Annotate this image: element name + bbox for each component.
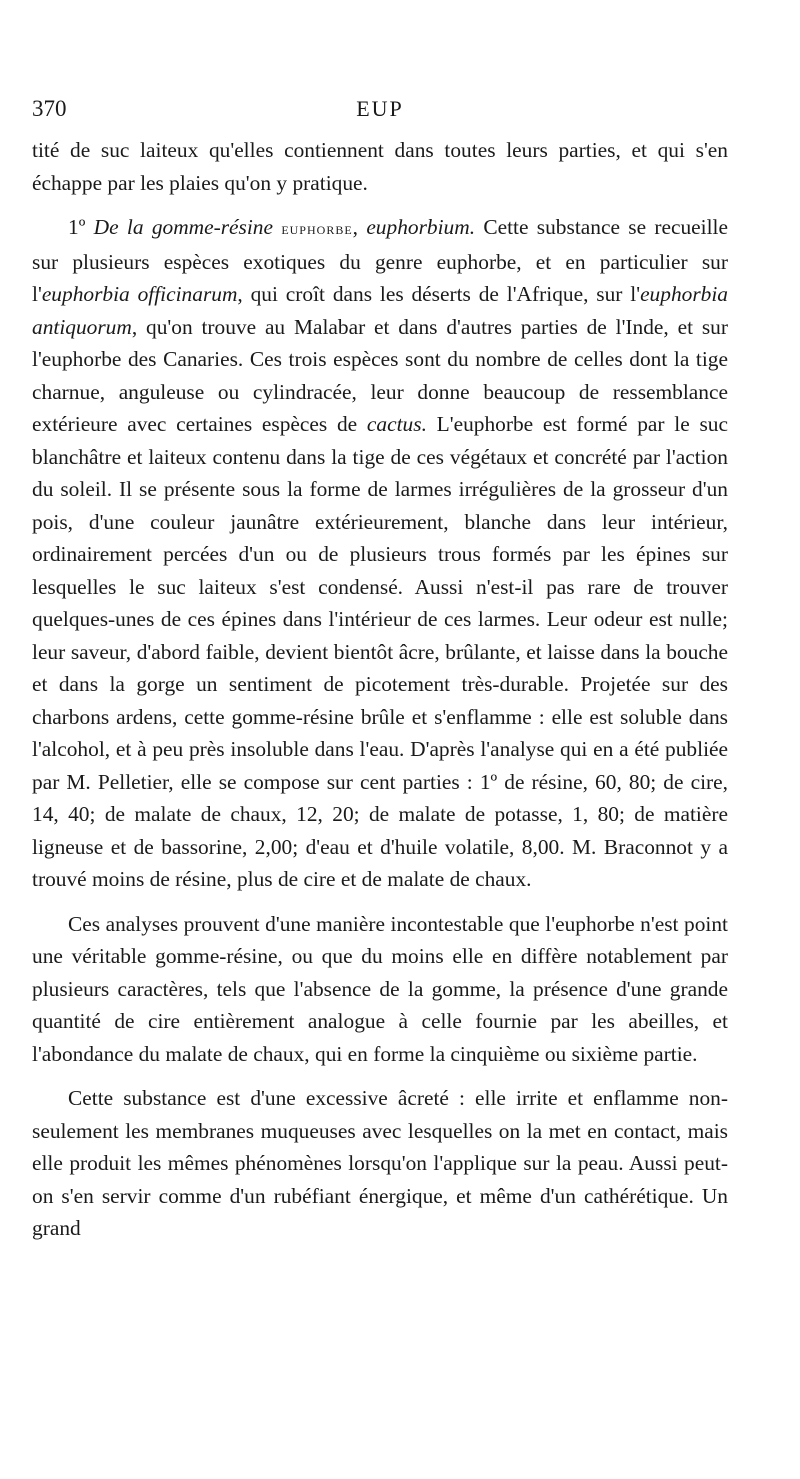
- page-header: [32, 96, 728, 126]
- italic-text: De la gomme-résine: [93, 215, 273, 239]
- text-run: L'euphorbe est formé par le suc blanchâtre et laiteux contenu dans la tige de ces végétaux et concrété par l'action du soleil. Il se présente sous la forme de larmes irrégulières de la grosseur d'un pois, d'une couleur jaunâtre extérieurement, blanche dans leur intérieur, ordinairement percées d'un ou de plusieurs trous formés par les épines sur lesquelles le suc laiteux s'est condensé. Aussi n'est-il pas rare de trouver quelques-unes de ces épines dans l'intérieur de ces larmes. Leur odeur est nulle; leur saveur, d'abord faible, devient bientôt âcre, brûlante, et laisse dans la bouche et dans la gorge un sentiment de picotement très-durable. Projetée sur des charbons ardens, cette gomme-résine brûle et s'enflamme : elle est soluble dans l'alcohol, et à peu près insoluble dans l'eau. D'après l'analyse qui en a été publiée par M. Pelletier, elle se compose sur cent parties : 1º de résine, 60, 80; de cire, 14, 40; de malate de chaux, 12, 20; de malate de potasse, 1, 80; de matière ligneuse et de bassorine, 2,00; d'eau et d'huile volatile, 8,00. M. Braconnot y a trouvé moins de résine, plus de cire et de malate de chaux.: [32, 412, 728, 891]
- text-run: , qui croît dans les déserts de l'Afrique, sur l': [237, 282, 641, 306]
- paragraph: [32, 211, 728, 896]
- text-run: , qu'on trouve au Malabar et dans d'autres parties de l'Inde, et sur l'euphorbe des Canaries. Ces trois espèces sont du nombre de celles dont la tige charnue, anguleuse ou cylindracée, leur donne beaucoup de ressemblance extérieure avec certaines espèces de: [32, 314, 728, 436]
- paragraph: [32, 134, 728, 199]
- text-run: Cette substance se recueille sur plusieurs espèces exotiques du genre euphorbe, et en particulier sur l': [32, 215, 728, 306]
- small-caps-text: euphorbe: [281, 219, 353, 238]
- italic-text: euphorbium.: [366, 215, 476, 239]
- italic-text: euphorbia antiquorum: [32, 282, 728, 339]
- paragraph: [32, 1082, 728, 1245]
- running-head: EUP: [356, 96, 404, 121]
- text-run: tité de suc laiteux qu'elles contiennent dans toutes leurs parties, et qui s'en échappe par les plaies qu'on y pratique.: [32, 138, 728, 195]
- italic-text: euphorbia officinarum: [41, 282, 238, 306]
- page-body: [32, 134, 728, 1257]
- text-run: ,: [352, 215, 367, 239]
- text-run: 1º: [68, 215, 94, 239]
- italic-text: cactus.: [366, 412, 427, 436]
- paragraph: [32, 908, 728, 1071]
- page-number: 370: [32, 96, 67, 121]
- text-run: Cette substance est d'une excessive âcreté : elle irrite et enflamme non-seulement les membranes muqueuses avec lesquelles on la met en contact, mais elle produit les mêmes phénomènes lorsqu'on l'applique sur la peau. Aussi peut-on s'en servir comme d'un rubéfiant énergique, et même d'un cathérétique. Un grand: [32, 1086, 728, 1240]
- text-run: Ces analyses prouvent d'une manière incontestable que l'euphorbe n'est point une véritable gomme-résine, ou que du moins elle en diffère notablement par plusieurs caractères, tels que l'absence de la gomme, la présence d'une grande quantité de cire entièrement analogue à celle fournie par les abeilles, et l'abondance du malate de chaux, qui en forme la cinquième ou sixième partie.: [32, 911, 728, 1066]
